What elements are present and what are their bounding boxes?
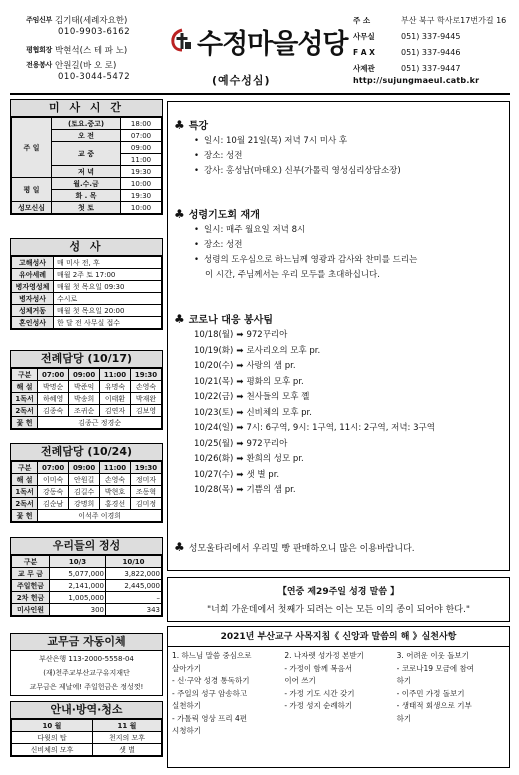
guide-title: 안내·방역·청소: [11, 702, 162, 719]
sacrament-value: 매 미사 전, 후: [54, 257, 162, 269]
guideline-line: 이어 쓰기: [284, 676, 316, 685]
covid-team: 사랑의 샘 pr.: [246, 361, 296, 371]
mass-times-title: 미 사 시 간: [11, 100, 162, 117]
council-row: [18, 42, 168, 57]
duty-person: 이미숙: [38, 474, 69, 486]
guide-month: 10 월: [12, 720, 93, 732]
club-icon: ♣: [174, 540, 185, 554]
covid-team: 평화의 모후 pr.: [246, 376, 304, 387]
lecture-title: 특강: [188, 121, 209, 132]
covid-date: 10/24(일): [194, 423, 234, 433]
covid-row: [194, 344, 514, 360]
guideline-col-3: [395, 650, 507, 738]
pastor-role: 주임신부: [26, 15, 52, 24]
diocese-guideline-title: 2021년 부산교구 사목지침《 신앙과 말씀의 해 》실천사항: [168, 627, 509, 647]
duty-person: 김보영: [131, 405, 162, 417]
guideline-line: - 가톨릭 영상 프리 4편: [172, 713, 247, 723]
guideline-line: - 가정 기도 시간 갖기: [284, 688, 355, 698]
covid-team: 972꾸리아: [246, 330, 288, 340]
council-name: 박현석(스 테 파 노): [55, 45, 128, 56]
duty-role: 해 설: [12, 381, 38, 393]
offering-amount: 2,141,000: [50, 580, 106, 592]
covid-row: [194, 406, 514, 422]
auto-transfer-title: 교무금 자동이체: [11, 634, 162, 651]
sacrament-value: 매월 첫 목요일 09:30: [54, 281, 162, 293]
mass-time: 11:00: [121, 154, 162, 166]
office-value: 051) 337-9445: [401, 31, 461, 41]
guideline-columns: [168, 647, 509, 741]
duty-head: 07:00: [38, 462, 69, 474]
offering-head: 10/3: [50, 556, 106, 568]
scripture-title: 【연중 제29주일 성경 말씀 】: [277, 587, 400, 597]
club-icon: ♣: [174, 311, 185, 326]
sacrament-name: 병자성사: [12, 293, 54, 305]
rectory-label: 사제관: [353, 63, 375, 73]
duty-role: 2독서: [12, 405, 38, 417]
duty-person: 김미정: [131, 498, 162, 510]
guideline-line: 살아가기: [172, 663, 201, 673]
arrow-right-icon: ➡: [236, 485, 244, 495]
covid-date: 10/21(목): [194, 376, 234, 387]
duty-head: 19:30: [131, 369, 162, 381]
mass-day-weekday: 평 일: [12, 178, 52, 202]
offering-amount: 300: [50, 604, 106, 616]
covid-team: 기쁨의 샘 pr.: [246, 485, 296, 495]
covid-team: 환희의 성모 pr.: [246, 454, 304, 464]
guideline-line: - 신·구약 성경 통독하기: [172, 676, 250, 685]
covid-team: 로사리오의 모후 pr.: [246, 345, 321, 356]
offering-amount: –: [106, 592, 162, 604]
duty-person: 강명희: [69, 498, 100, 510]
offering-amount: 3,822,000: [106, 568, 162, 580]
covid-date: 10/26(화): [194, 454, 234, 464]
duty-flower-label: 꽃 헌: [12, 417, 38, 429]
website-link[interactable]: http://sujungmaeul.catb.kr: [353, 76, 480, 85]
sacrament-value: 매월 첫 목요일 20:00: [54, 305, 162, 317]
club-icon: ♣: [174, 117, 185, 132]
servant-phone: 010-3044-5472: [58, 72, 131, 82]
rectory-value: 051) 337-9447: [401, 63, 461, 73]
mass-type: (토요.중고): [52, 118, 121, 130]
club-icon: ♣: [174, 206, 185, 221]
prayer-item-cont: 이 시간, 주님께서는 우리 모두를 초대하십니다.: [205, 270, 380, 280]
duty-head: 19:30: [131, 462, 162, 474]
mass-time: 19:30: [121, 190, 162, 202]
mass-day-sunday: 주 일: [12, 118, 52, 178]
duty-person: 홍경선: [100, 498, 131, 510]
transfer-slogan: 교무금은 제날에! 주일헌금은 정성껏!: [29, 683, 144, 691]
offering-table: [11, 555, 162, 616]
offering-title: 우리들의 정성: [11, 538, 162, 555]
offering-type: 미사인원: [12, 604, 50, 616]
servant-row: [18, 57, 168, 72]
covid-date: 10/25(월): [194, 438, 234, 449]
covid-title-row: [174, 311, 514, 326]
bank-account: 부산은행 113-2000-5558-04: [39, 655, 134, 663]
sacrament-name: 고해성사: [12, 257, 54, 269]
mass-type: 오 전: [52, 130, 121, 142]
mass-type: 첫 토: [52, 202, 121, 214]
prayer-section: [174, 206, 514, 283]
rectory-row: [353, 60, 513, 76]
fax-row: [353, 44, 513, 60]
prayer-title: 성령기도회 재개: [188, 210, 260, 221]
arrow-right-icon: ➡: [236, 392, 244, 402]
duty-person: 안원길: [69, 474, 100, 486]
covid-row: [194, 483, 514, 499]
covid-date: 10/22(금): [194, 392, 234, 402]
guideline-line: 하기: [396, 713, 412, 723]
covid-row: [194, 359, 514, 375]
mass-type: 저 녁: [52, 166, 121, 178]
header-divider: [10, 93, 510, 95]
duty-head: 11:00: [100, 369, 131, 381]
duty-head: 11:00: [100, 462, 131, 474]
guideline-line: - 가정이 함께 복음서: [284, 663, 353, 673]
liturgy-duty-1024-table: [11, 461, 162, 522]
mass-time: 07:00: [121, 130, 162, 142]
announcements-box: [167, 101, 510, 571]
guide-month: 11 월: [92, 720, 161, 732]
covid-row: [194, 375, 514, 391]
offering-box: [10, 537, 163, 617]
arrow-right-icon: ➡: [236, 376, 244, 387]
liturgy-duty-1017-title: 전례담당 (10/17): [11, 351, 162, 368]
lecture-item: • 일시: 10월 21일(목) 저녁 7시 미사 후: [194, 134, 514, 149]
servant-role: 전용봉사: [26, 60, 52, 69]
guideline-line: - 가정 성지 순례하기: [284, 701, 353, 710]
covid-date: 10/20(수): [194, 361, 234, 371]
liturgy-duty-1017-box: [10, 350, 163, 430]
duty-person: 유명숙: [100, 381, 131, 393]
duty-head: 구분: [12, 462, 38, 474]
liturgy-duty-1024-title: 전례담당 (10/24): [11, 444, 162, 461]
duty-person: 박준익: [69, 381, 100, 393]
address-row: [353, 12, 513, 28]
guideline-line: 하기: [396, 676, 412, 685]
arrow-right-icon: ➡: [236, 330, 244, 340]
fax-value: 051) 337-9446: [401, 47, 461, 57]
diocese-guideline-box: [167, 626, 510, 768]
covid-team-section: [174, 311, 514, 499]
pastor-row: [18, 12, 168, 27]
contact-info: [353, 12, 513, 92]
liturgy-duty-1017-table: [11, 368, 162, 429]
sacraments-table: [11, 256, 162, 329]
lecture-section: [174, 117, 514, 179]
covid-row: [194, 390, 514, 406]
scripture-box: [167, 577, 510, 622]
mass-type: 교 중: [52, 142, 121, 166]
pastor-name: 김기태(세례자요한): [55, 15, 128, 26]
covid-date: 10/23(토): [194, 407, 234, 418]
guideline-line: - 생태적 회생으로 기부: [396, 701, 472, 710]
covid-row: [194, 452, 514, 468]
guideline-line: - 이주민 가정 돌보기: [396, 688, 465, 698]
guideline-line: 2. 나자렛 성가정 본받기: [284, 651, 364, 660]
duty-role: 1독서: [12, 486, 38, 498]
duty-person: 정미자: [131, 474, 162, 486]
covid-date: 10/18(월): [194, 330, 234, 340]
covid-row: [194, 328, 514, 344]
mass-time: 09:00: [121, 142, 162, 154]
office-label: 사무실: [353, 31, 375, 41]
duty-person: 박현호: [100, 486, 131, 498]
guideline-line: 시청하기: [172, 726, 201, 735]
guideline-line: - 주일의 성구 암송하고: [172, 688, 248, 698]
mass-type: 화 . 목: [52, 190, 121, 202]
duty-person: 손영숙: [131, 381, 162, 393]
prayer-title-row: [174, 206, 514, 221]
scripture-text: "너희 가운데에서 첫째가 되려는 이는 모든 이의 종이 되어야 한다.": [207, 605, 470, 615]
duty-person: 박재완: [131, 393, 162, 405]
duty-person: 박송희: [69, 393, 100, 405]
address-label: 주 소: [353, 15, 371, 25]
arrow-right-icon: ➡: [236, 407, 244, 418]
duty-person: 조귀순: [69, 405, 100, 417]
sacraments-title: 성 사: [11, 239, 162, 256]
duty-role: 2독서: [12, 498, 38, 510]
sacrament-name: 성체거동: [12, 305, 54, 317]
sacraments-box: [10, 238, 163, 330]
arrow-right-icon: ➡: [236, 438, 244, 449]
duty-person: 조동혁: [131, 486, 162, 498]
lecture-title-row: [174, 117, 514, 132]
arrow-right-icon: ➡: [236, 454, 244, 464]
liturgy-duty-1024-box: [10, 443, 163, 523]
auto-transfer-info: [11, 651, 162, 694]
covid-schedule: [174, 328, 514, 499]
prayer-item: • 성령의 도우심으로 하느님께 영광과 감사와 찬미를 드리는: [194, 253, 514, 268]
arrow-right-icon: ➡: [236, 423, 244, 433]
covid-row: [194, 421, 514, 437]
sacrament-value: 한 달 전 사무실 접수: [54, 317, 162, 329]
duty-person: 강동숙: [38, 486, 69, 498]
pastor-phone: 010-9903-6162: [58, 27, 131, 37]
offering-head: 10/10: [106, 556, 162, 568]
sacrament-name: 병자영성체: [12, 281, 54, 293]
sacrament-name: 유아세례: [12, 269, 54, 281]
mass-times-box: [10, 99, 163, 215]
duty-person: 김종숙: [38, 405, 69, 417]
covid-team: 신비체의 모후 pr.: [246, 407, 312, 418]
covid-date: 10/27(수): [194, 469, 234, 480]
duty-flower: 김종근 정경순: [38, 417, 162, 429]
bakery-text: 성모울타리에서 우리밀 빵 판매하오니 많은 이용바랍니다.: [188, 543, 415, 554]
duty-flower: 이석주 이경희: [38, 510, 162, 522]
offering-type: 주일헌금: [12, 580, 50, 592]
arrow-right-icon: ➡: [236, 361, 244, 371]
sacrament-value: 수시로: [54, 293, 162, 305]
duty-role: 해 설: [12, 474, 38, 486]
church-patron: (예수성심): [212, 74, 271, 87]
mass-time: 18:00: [121, 118, 162, 130]
covid-team: 샛 별 pr.: [246, 469, 280, 480]
duty-flower-label: 꽃 헌: [12, 510, 38, 522]
duty-person: 손영숙: [100, 474, 131, 486]
arrow-right-icon: ➡: [236, 469, 244, 480]
offering-amount: 5,077,000: [50, 568, 106, 580]
council-role: 평협회장: [26, 45, 52, 54]
office-row: [353, 28, 513, 44]
lecture-item: • 강사: 홍성남(마태오) 신부(가톨릭 영성심리상담소장): [194, 164, 514, 179]
guide-box: [10, 701, 163, 757]
covid-row: [194, 468, 514, 484]
duty-person: 이태환: [100, 393, 131, 405]
offering-amount: 1,005,000: [50, 592, 106, 604]
arrow-right-icon: ➡: [236, 345, 244, 356]
guideline-col-1: [170, 650, 282, 738]
duty-head: 07:00: [38, 369, 69, 381]
offering-amount: 343: [106, 604, 162, 616]
covid-team: 972꾸리아: [246, 438, 288, 449]
offering-type: 2차 헌금: [12, 592, 50, 604]
guide-table: [11, 719, 162, 756]
church-name: 수정마을성당: [197, 29, 348, 60]
fax-label: F A X: [353, 47, 375, 57]
duty-head: 09:00: [69, 369, 100, 381]
guideline-line: 3. 어려운 이웃 돌보기: [396, 651, 469, 660]
staff-info: [18, 12, 168, 87]
offering-amount: 2,445,000: [106, 580, 162, 592]
guide-team: 다윗의 탑: [12, 732, 93, 744]
address-value: 부산 북구 학사로17번가길 16: [401, 15, 507, 25]
guideline-line: 실천하기: [172, 701, 201, 710]
mass-day-devotion: 성모신심: [12, 202, 52, 214]
duty-person: 하혜영: [38, 393, 69, 405]
covid-date: 10/28(목): [194, 485, 234, 495]
duty-person: 김순남: [38, 498, 69, 510]
bakery-section: [174, 540, 514, 554]
mass-time: 19:30: [121, 166, 162, 178]
mass-time: 10:00: [121, 178, 162, 190]
mass-type: 월.수.금: [52, 178, 121, 190]
covid-row: [194, 437, 514, 453]
covid-team: 천사들의 모후 꼘: [246, 392, 310, 402]
sacrament-value: 매월 2주 토 17:00: [54, 269, 162, 281]
prayer-item: • 일시: 매주 월요일 저녁 8시: [194, 223, 514, 238]
offering-head: 구분: [12, 556, 50, 568]
duty-person: 김길수: [69, 486, 100, 498]
bulletin-header: [0, 0, 519, 96]
guideline-line: - 코로나19 모금에 참여: [396, 663, 475, 673]
servant-name: 안원길(바 오 로): [55, 60, 117, 71]
covid-title: 코로나 대응 봉사팀: [188, 315, 274, 326]
guide-team: 천지의 모후: [92, 732, 161, 744]
duty-role: 1독서: [12, 393, 38, 405]
guide-team: 샛 별: [92, 744, 161, 756]
duty-head: 구분: [12, 369, 38, 381]
guide-team: 신비체의 모후: [12, 744, 93, 756]
auto-transfer-box: [10, 633, 163, 696]
covid-date: 10/19(화): [194, 345, 234, 356]
duty-person: 김연자: [100, 405, 131, 417]
church-logo-icon: [170, 28, 194, 52]
duty-person: 박명순: [38, 381, 69, 393]
bakery-row: [174, 540, 514, 554]
sacrament-name: 혼인성사: [12, 317, 54, 329]
covid-team: 7시: 6구역, 9시: 1구역, 11시: 2구역, 저녁: 3구역: [246, 423, 435, 433]
guideline-col-2: [282, 650, 394, 738]
account-holder: (재)천주교부산교구유지재단: [43, 669, 130, 677]
prayer-item: • 장소: 성전: [194, 238, 514, 253]
duty-head: 09:00: [69, 462, 100, 474]
lecture-item: • 장소: 성전: [194, 149, 514, 164]
offering-type: 교 무 금: [12, 568, 50, 580]
mass-times-table: [11, 117, 162, 214]
guideline-line: 1. 하느님 말씀 중심으로: [172, 651, 252, 660]
mass-time: 10:00: [121, 202, 162, 214]
